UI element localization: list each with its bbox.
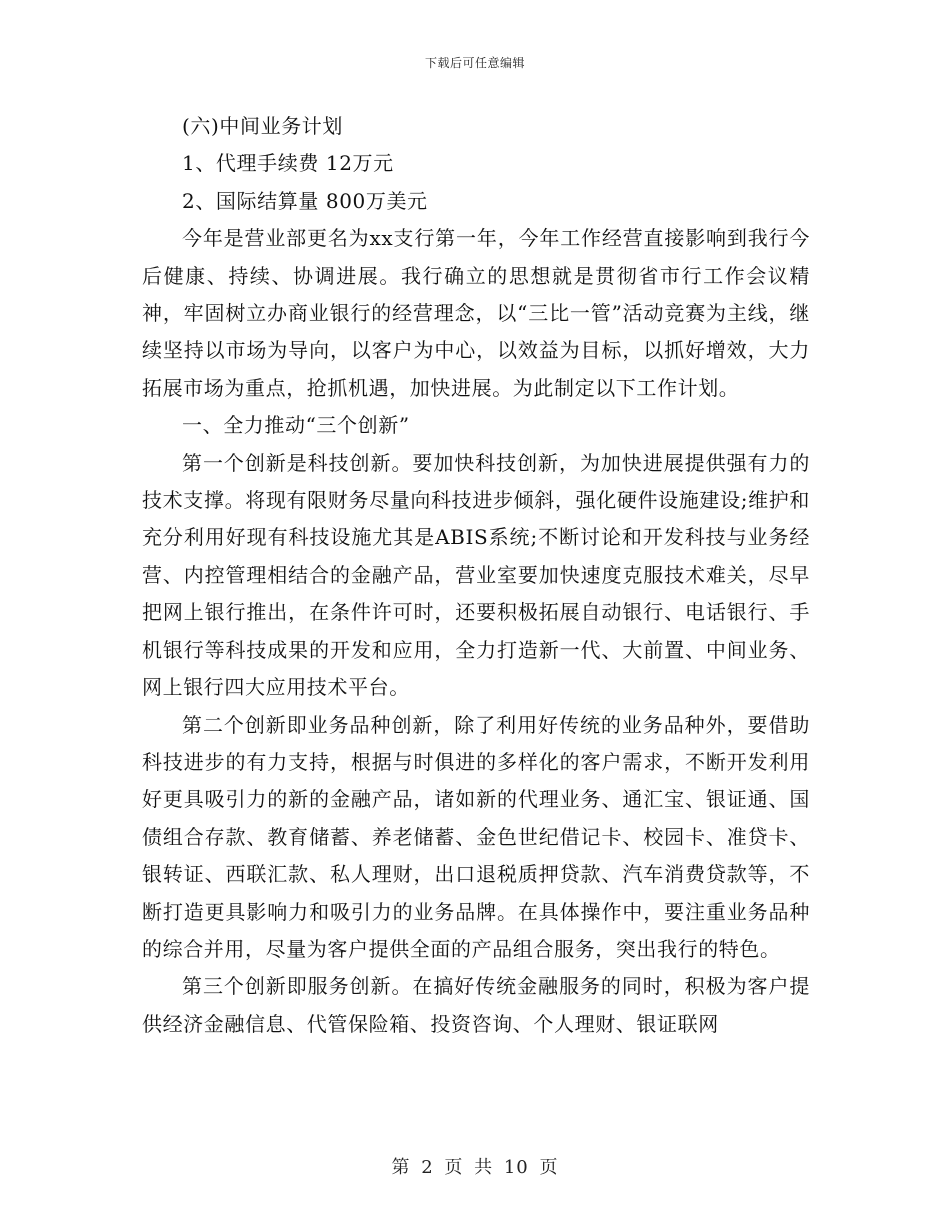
body-paragraph: 第二个创新即业务品种创新，除了利用好传统的业务品种外，要借助科技进步的有力支持，根据与时俱进的多样化的客户需求，不断开发利用好更具吸引力的新的金融产品，诸如新的代理业务、通汇宝、银证通、国债组合存款、教育储蓄、养老储蓄、金色世纪借记卡、校园卡、准贷卡、银转证、西联汇款、私人理财，出口退税质押贷款、汽车消费贷款等，不断打造更具影响力和吸引力的业务品牌。在具体操作中，要注重业务品种的综合并用，尽量为客户提供全面的产品组合服务，突出我行的特色。 — [142, 712, 810, 961]
section-heading: 一、全力推动“三个创新” — [182, 413, 410, 438]
page-header: 下载后可任意编辑 — [424, 56, 525, 70]
document-body — [142, 108, 810, 1043]
body-paragraph: 今年是营业部更名为xx支行第一年，今年工作经营直接影响到我行今后健康、持续、协调进展。我行确立的思想就是贯彻省市行工作会议精神，牢固树立办商业银行的经营理念，以“三比一管”活动竞赛为主线，继续坚持以市场为导向，以客户为中心，以效益为目标，以抓好增效，大力拓展市场为重点，抢抓机遇，加快进展。为此制定以下工作计划。 — [142, 226, 810, 400]
section-heading: (六)中间业务计划 — [182, 114, 344, 138]
body-paragraph: 第三个创新即服务创新。在搞好传统金融服务的同时，积极为客户提供经济金融信息、代管保险箱、投资咨询、个人理财、银证联网 — [142, 974, 810, 1036]
page-number: 第 2 页 共 10 页 — [391, 1157, 559, 1178]
plan-item: 2、国际结算量 800万美元 — [182, 188, 428, 213]
body-paragraph: 第一个创新是科技创新。要加快科技创新，为加快进展提供强有力的技术支撑。将现有限财务尽量向科技进步倾斜，强化硬件设施建设;维护和充分利用好现有科技设施尤其是ABIS系统;不断讨论和开发科技与业务经营、内控管理相结合的金融产品，营业室要加快速度克服技术难关，尽早把网上银行推出，在条件许可时，还要积极拓展自动银行、电话银行、手机银行等科技成果的开发和应用，全力打造新一代、大前置、中间业务、网上银行四大应用技术平台。 — [142, 450, 810, 700]
plan-item: 1、代理手续费 12万元 — [182, 151, 394, 176]
